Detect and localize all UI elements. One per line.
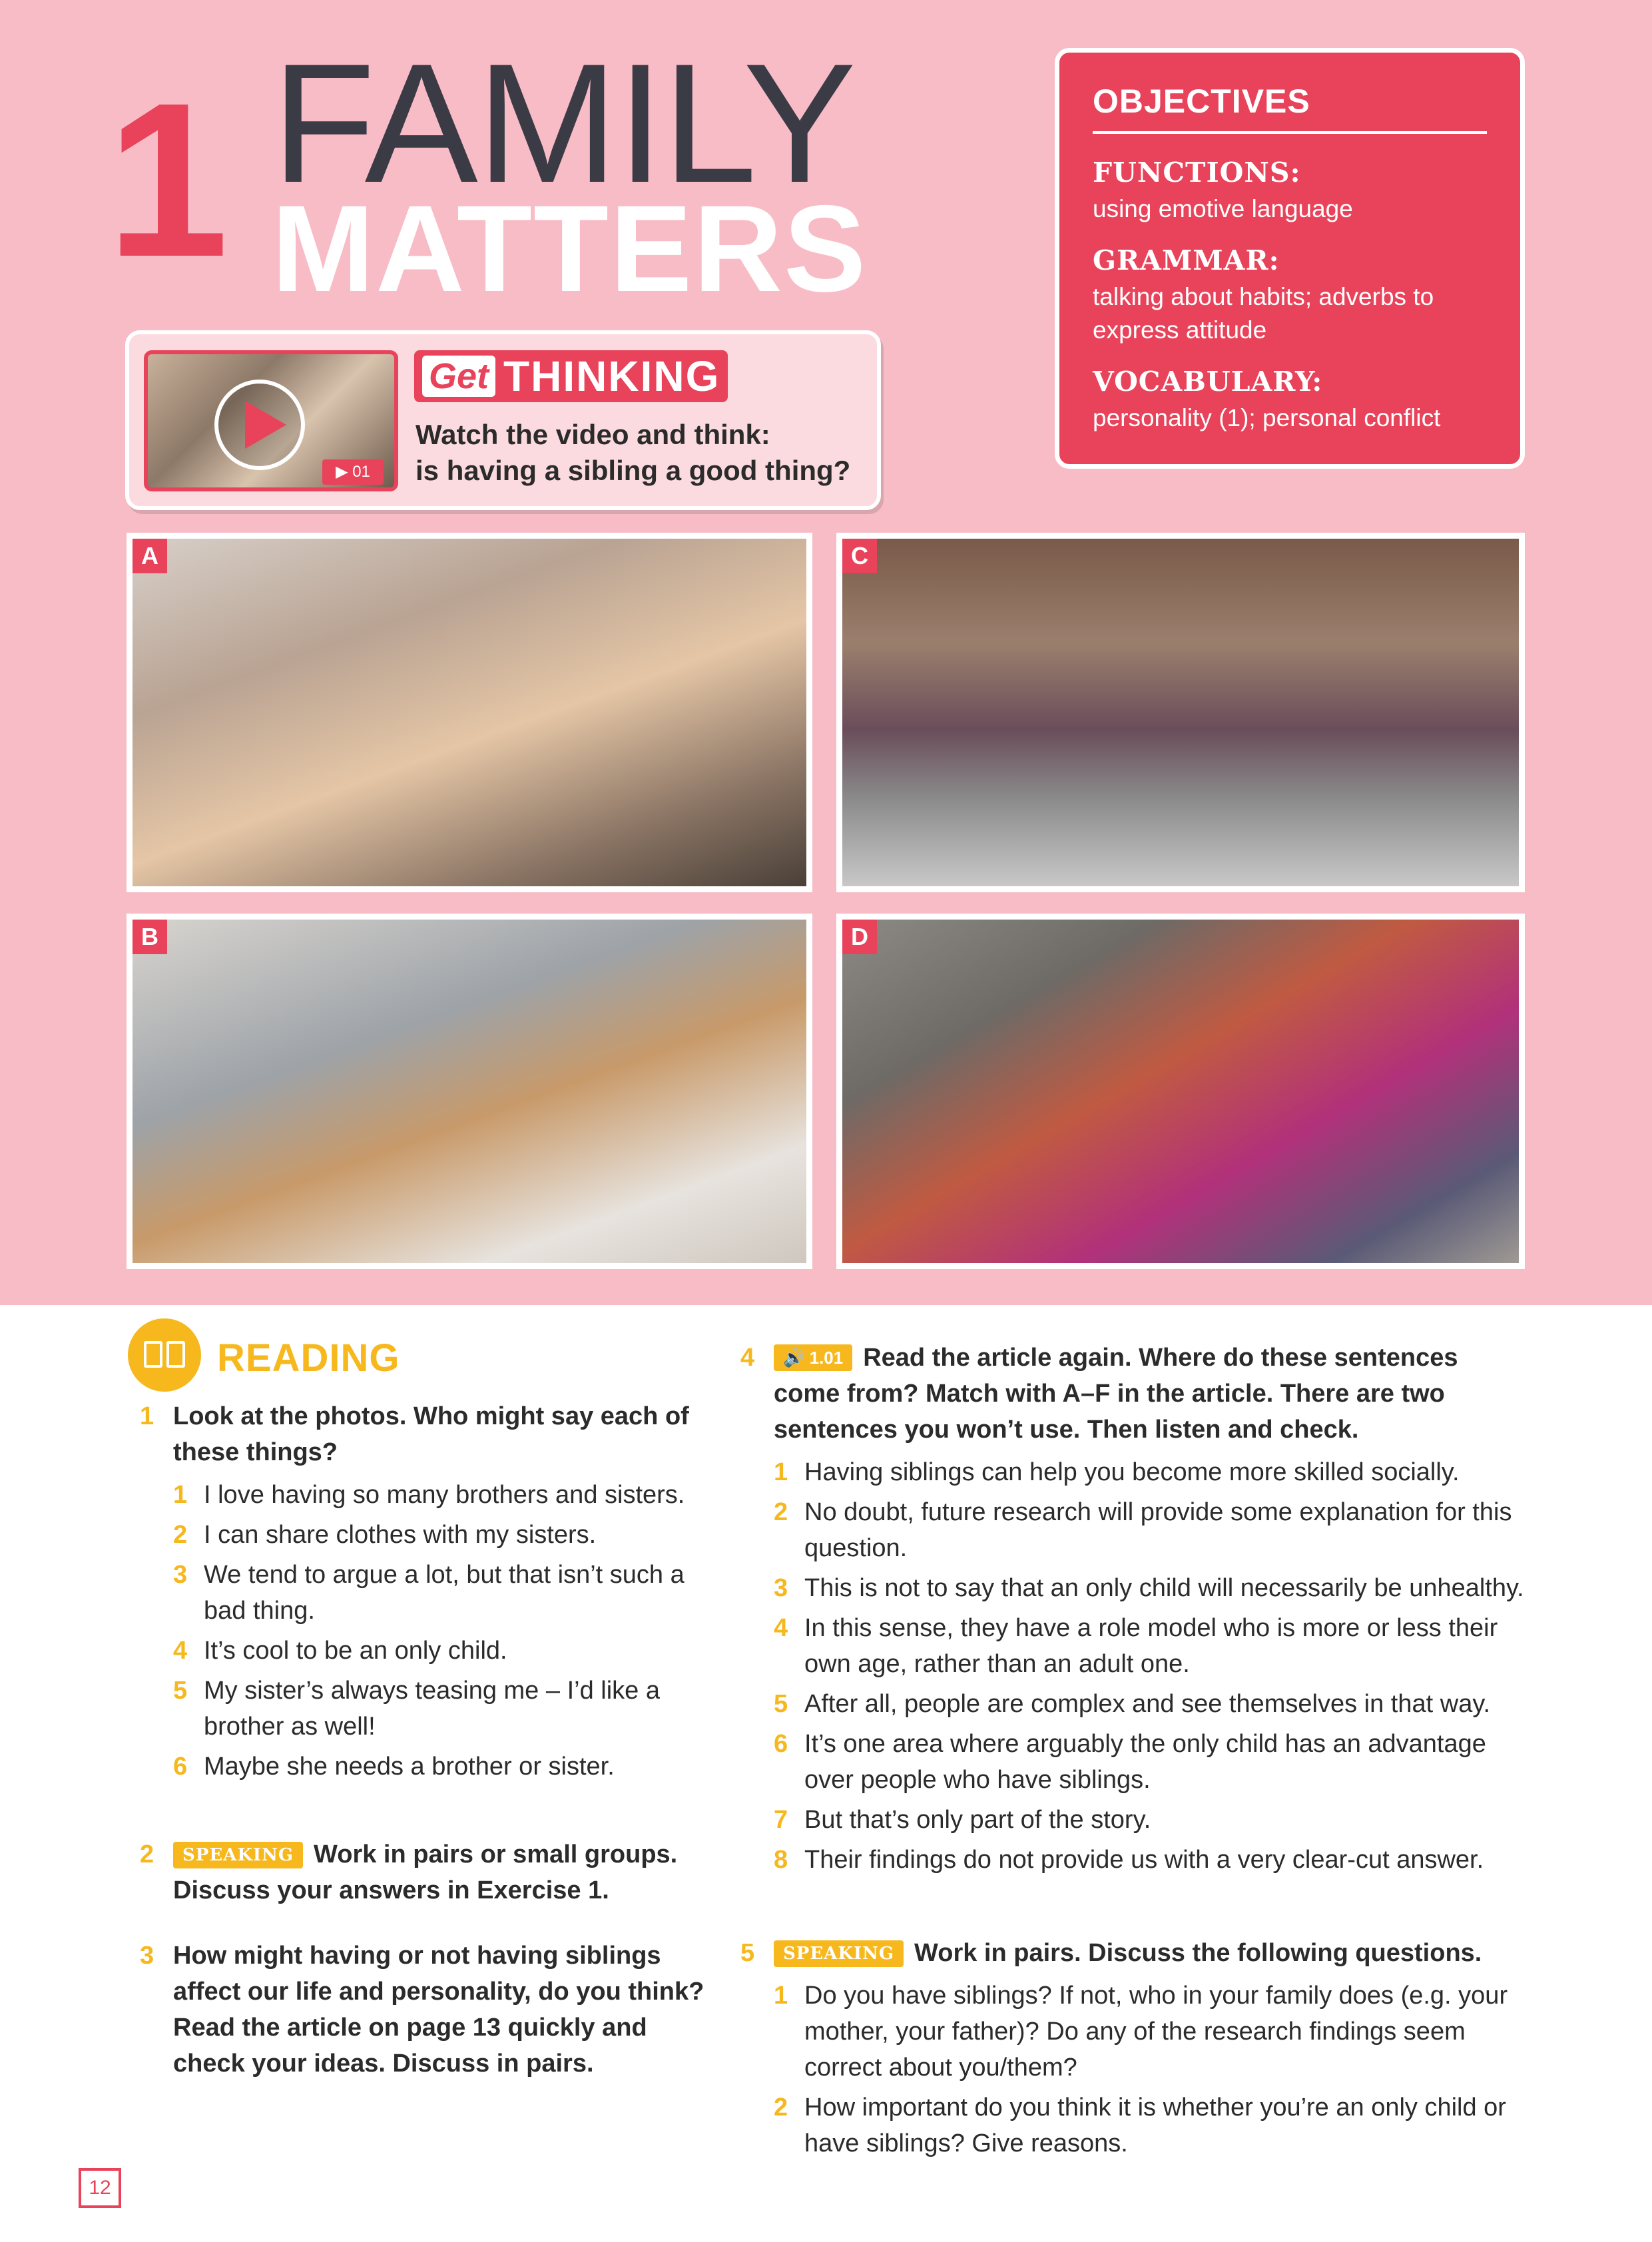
video-thumbnail[interactable] xyxy=(144,350,398,491)
list-item: 3 We tend to argue a lot, but that isn’t such a bad thing. xyxy=(173,1561,685,1625)
play-icon[interactable] xyxy=(214,380,305,470)
get-thinking-prompt xyxy=(415,417,868,489)
photo-label-a: A xyxy=(133,539,167,573)
list-item: 4 It’s cool to be an only child. xyxy=(173,1637,507,1665)
photo-c xyxy=(836,533,1525,892)
photo-a xyxy=(127,533,812,892)
photo-b xyxy=(127,914,812,1269)
unit-number: 1 xyxy=(107,57,224,302)
audio-track-button[interactable] xyxy=(774,1344,852,1371)
exercise-3 xyxy=(140,1938,712,2082)
photo-label-c: C xyxy=(842,539,877,573)
prompt-line2: is having a sibling a good thing? xyxy=(415,455,851,486)
exercise-2 xyxy=(140,1836,712,1908)
item-list xyxy=(173,1477,712,1785)
list-item: 2 I can share clothes with my sisters. xyxy=(173,1521,597,1549)
get-thinking-box xyxy=(125,330,881,510)
objectives-box xyxy=(1055,48,1525,469)
get-word: Get xyxy=(422,356,495,397)
list-item: 5 My sister’s always teasing me – I’d like a brother as well! xyxy=(173,1677,660,1741)
exercise-number: 5 xyxy=(740,1939,755,1967)
exercise-instruction: How might having or not having siblings affect our life and personality, do you think? Read the article on page 13 quickly and check your ideas. Discuss in pairs. xyxy=(173,1942,704,2078)
exercise-number: 4 xyxy=(740,1344,755,1372)
list-item: 2 No doubt, future research will provide some explanation for this question. xyxy=(774,1498,1512,1562)
exercise-4 xyxy=(740,1340,1526,1882)
thinking-word: THINKING xyxy=(503,352,720,400)
objectives-title: OBJECTIVES xyxy=(1093,82,1487,134)
exercise-1 xyxy=(140,1398,712,1789)
list-item: 6 It’s one area where arguably the only child has an advantage over people who have siblings. xyxy=(774,1730,1486,1794)
unit-title-line2: MATTERS xyxy=(272,180,868,318)
get-thinking-label xyxy=(414,350,728,402)
item-list xyxy=(774,1978,1526,2161)
list-item: 3 This is not to say that an only child will necessarily be unhealthy. xyxy=(774,1574,1524,1602)
book-icon xyxy=(128,1318,201,1392)
objective-heading-grammar: GRAMMAR: xyxy=(1093,244,1280,276)
photo-label-d: D xyxy=(842,920,877,954)
speaker-icon: 🔊 xyxy=(783,1348,805,1368)
reading-title: READING xyxy=(217,1336,400,1380)
photo-label-b: B xyxy=(133,920,167,954)
photo-d xyxy=(836,914,1525,1269)
exercise-number: 3 xyxy=(140,1942,154,1970)
video-number: 01 xyxy=(352,463,370,481)
exercise-instruction: Look at the photos. Who might say each of these things? xyxy=(173,1402,689,1466)
list-item: 8 Their findings do not provide us with a very clear-cut answer. xyxy=(774,1846,1484,1874)
video-number-badge: ▶ 01 xyxy=(322,459,384,485)
list-item: 1 I love having so many brothers and sisters. xyxy=(173,1481,685,1509)
objective-text-vocabulary: personality (1); personal conflict xyxy=(1093,404,1441,431)
objective-heading-functions: FUNCTIONS: xyxy=(1093,156,1301,188)
audio-track-number: 1.01 xyxy=(809,1348,844,1368)
exercise-number: 1 xyxy=(140,1402,154,1430)
speaking-badge: SPEAKING xyxy=(173,1842,303,1868)
exercise-instruction: Read the article again. Where do these sentences come from? Match with A–F in the article. There are two sentences you won’t use. Then listen and check. xyxy=(774,1344,1458,1444)
item-list xyxy=(774,1454,1526,1878)
exercise-instruction: Work in pairs. Discuss the following questions. xyxy=(914,1939,1482,1967)
play-triangle-icon xyxy=(245,401,286,449)
unit-title-line1: FAMILY xyxy=(272,29,856,218)
list-item: 1 Having siblings can help you become more skilled socially. xyxy=(774,1458,1460,1486)
exercise-number: 2 xyxy=(140,1840,154,1868)
list-item: 5 After all, people are complex and see themselves in that way. xyxy=(774,1690,1491,1718)
prompt-line1: Watch the video and think: xyxy=(415,419,770,450)
objective-heading-vocabulary: VOCABULARY: xyxy=(1093,366,1323,398)
objective-text-grammar: talking about habits; adverbs to express attitude xyxy=(1093,283,1434,344)
objective-text-functions: using emotive language xyxy=(1093,195,1353,222)
list-item: 6 Maybe she needs a brother or sister. xyxy=(173,1753,615,1781)
list-item: 1 Do you have siblings? If not, who in your family does (e.g. your mother, your father)? Do any of the research findings seem correct about you/them? xyxy=(774,1982,1508,2082)
exercise-5 xyxy=(740,1935,1526,2165)
page-number: 12 xyxy=(79,2168,121,2208)
exercise-instruction: Work in pairs or small groups. Discuss your answers in Exercise 1. xyxy=(173,1840,678,1904)
list-item: 7 But that’s only part of the story. xyxy=(774,1806,1151,1834)
list-item: 4 In this sense, they have a role model who is more or less their own age, rather than an adult one. xyxy=(774,1614,1498,1678)
list-item: 2 How important do you think it is whether you’re an only child or have siblings? Give reasons. xyxy=(774,2094,1506,2157)
speaking-badge: SPEAKING xyxy=(774,1940,904,1967)
